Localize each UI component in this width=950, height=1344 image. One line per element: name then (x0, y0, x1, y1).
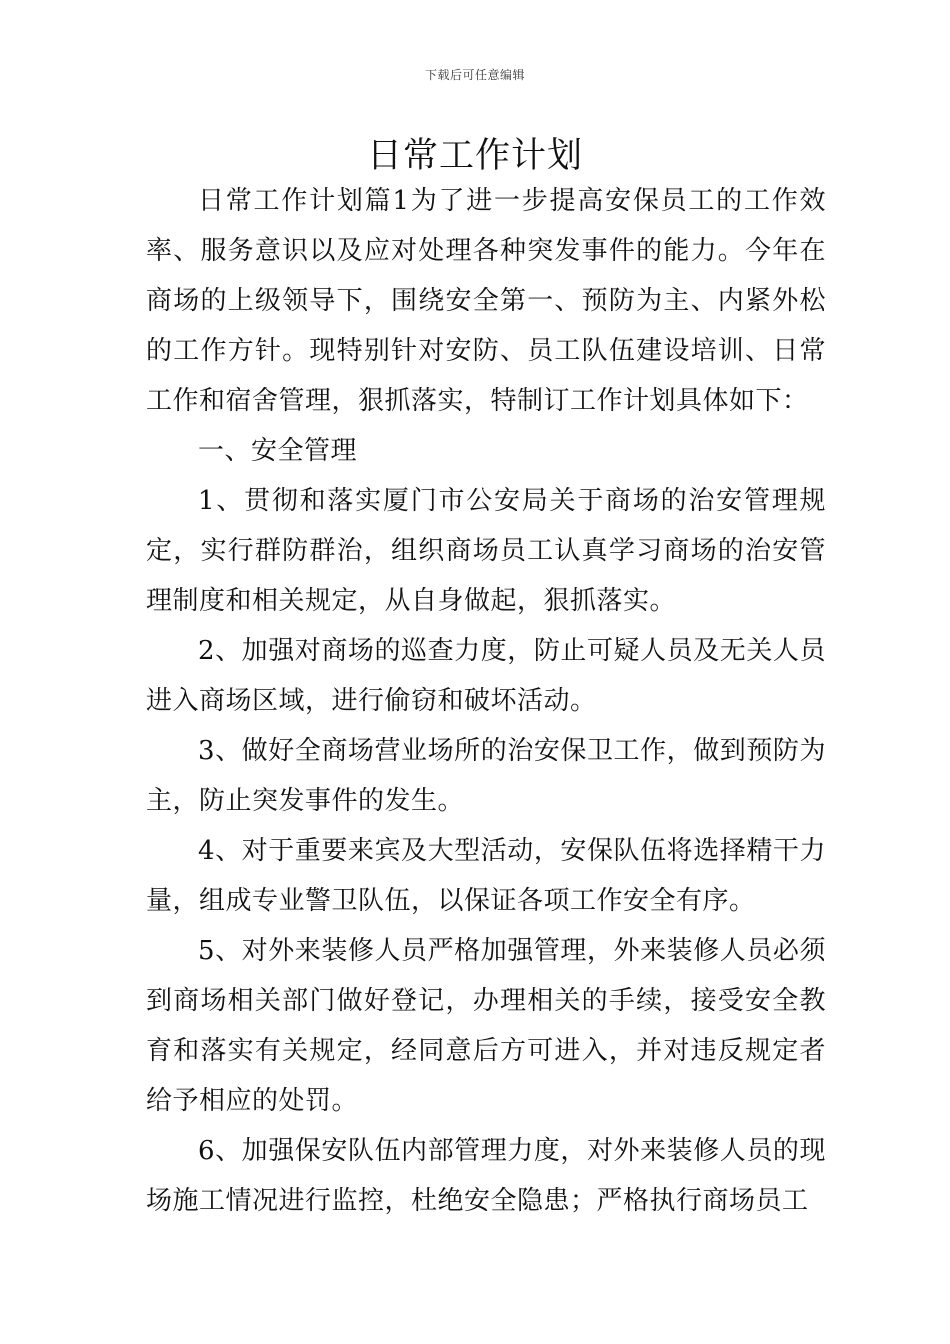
paragraph-item-2: 2、加强对商场的巡查力度，防止可疑人员及无关人员进入商场区域，进行偷窃和破坏活动。 (146, 636, 826, 716)
paragraph-item-1: 1、贯彻和落实厦门市公安局关于商场的治安管理规定，实行群防群治，组织商场员工认真学习商场的治安管理制度和相关规定，从自身做起，狠抓落实。 (146, 486, 826, 616)
paragraph-item-6: 6、加强保安队伍内部管理力度，对外来装修人员的现场施工情况进行监控，杜绝安全隐患；严格执行商场员工 (146, 1136, 826, 1216)
paragraph-item-5: 5、对外来装修人员严格加强管理，外来装修人员必须到商场相关部门做好登记，办理相关的手续，接受安全教育和落实有关规定，经同意后方可进入，并对违反规定者给予相应的处罚。 (146, 936, 826, 1116)
paragraph-item-4: 4、对于重要来宾及大型活动，安保队伍将选择精干力量，组成专业警卫队伍，以保证各项工作安全有序。 (146, 836, 826, 916)
header-note: 下载后可任意编辑 (424, 68, 525, 82)
paragraph-item-3: 3、做好全商场营业场所的治安保卫工作，做到预防为主，防止突发事件的发生。 (146, 736, 826, 816)
document-title: 日常工作计划 (366, 136, 583, 176)
document-body (146, 176, 826, 1226)
paragraph-intro: 日常工作计划篇1为了进一步提高安保员工的工作效率、服务意识以及应对处理各种突发事件的能力。今年在商场的上级领导下，围绕安全第一、预防为主、内紧外松的工作方针。现特别针对安防、员工队伍建设培训、日常工作和宿舍管理，狠抓落实，特制订工作计划具体如下： (146, 186, 826, 416)
section-heading-safety: 一、安全管理 (198, 436, 358, 466)
